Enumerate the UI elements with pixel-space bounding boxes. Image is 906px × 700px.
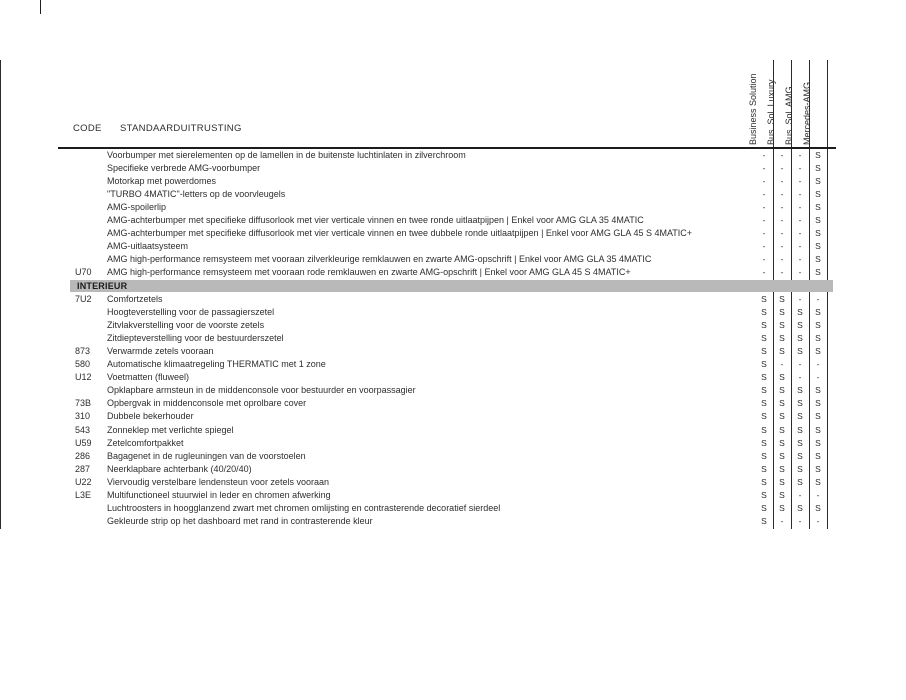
availability-cell: S <box>815 332 821 343</box>
availability-cell: S <box>761 503 767 514</box>
availability-cell: S <box>815 254 821 265</box>
equipment-row <box>0 162 906 175</box>
availability-cell: - <box>780 516 784 527</box>
equipment-label: Comfortzetels <box>107 293 163 304</box>
equipment-row <box>0 384 906 397</box>
section-title: INTERIEUR <box>77 281 128 292</box>
section-band <box>70 280 833 292</box>
equipment-label: AMG-achterbumper met specifieke diffusorlook met vier verticale vinnen en twee ronde uitlaatpijpen | Enkel voor AMG GLA 35 4MATIC <box>107 215 644 226</box>
availability-cell: S <box>779 372 785 383</box>
equipment-label: Gekleurde strip op het dashboard met rand in contrasterende kleur <box>107 516 373 527</box>
availability-cell: - <box>780 201 784 212</box>
equipment-row <box>0 188 906 201</box>
equipment-row <box>0 201 906 214</box>
availability-cell: S <box>761 385 767 396</box>
equipment-row <box>0 293 906 306</box>
availability-cell: - <box>816 293 820 304</box>
availability-cell: S <box>779 424 785 435</box>
availability-cell: S <box>761 490 767 501</box>
equipment-row <box>0 332 906 345</box>
availability-cell: - <box>798 188 802 199</box>
code-column-header: CODE <box>73 123 102 134</box>
equipment-code: 873 <box>75 346 91 356</box>
availability-cell: - <box>780 359 784 370</box>
equipment-row <box>0 397 906 410</box>
section-band-row <box>0 280 906 293</box>
equipment-label: AMG-achterbumper met specifieke diffusorlook met vier verticale vinnen en twee dubbele ronde uitlaatpijpen | Enkel voor AMG GLA 45 S 4MATIC+ <box>107 228 693 239</box>
availability-cell: S <box>761 424 767 435</box>
availability-cell: S <box>797 463 803 474</box>
header-rule <box>58 147 836 149</box>
equipment-label: Viervoudig verstelbare lendensteun voor zetels vooraan <box>107 476 329 487</box>
availability-cell: S <box>779 398 785 409</box>
availability-cell: - <box>780 254 784 265</box>
availability-cell: - <box>816 372 820 383</box>
availability-cell: S <box>815 267 821 278</box>
availability-cell: S <box>797 398 803 409</box>
availability-cell: S <box>779 293 785 304</box>
equipment-label: Bagagenet in de rugleuningen van de voorstoelen <box>107 450 306 461</box>
equipment-label: Hoogteverstelling voor de passagierszetel <box>107 306 275 317</box>
equipment-row <box>0 266 906 279</box>
availability-cell: - <box>762 162 766 173</box>
availability-cell: - <box>762 149 766 160</box>
availability-cell: - <box>816 516 820 527</box>
availability-cell: - <box>798 175 802 186</box>
equipment-label: Opklapbare armsteun in de middenconsole voor bestuurder en voorpassagier <box>107 385 416 396</box>
availability-cell: S <box>761 437 767 448</box>
availability-cell: - <box>798 241 802 252</box>
availability-cell: - <box>798 201 802 212</box>
availability-cell: - <box>798 162 802 173</box>
equipment-row <box>0 515 906 528</box>
availability-cell: S <box>779 450 785 461</box>
equipment-label: Zitdiepteverstelling voor de bestuurderszetel <box>107 332 284 343</box>
availability-cell: S <box>779 411 785 422</box>
availability-cell: - <box>762 241 766 252</box>
availability-cell: S <box>815 450 821 461</box>
availability-cell: S <box>797 476 803 487</box>
trim-column-header: Business Solution <box>748 73 758 145</box>
availability-cell: S <box>779 385 785 396</box>
table-body <box>0 149 906 529</box>
equipment-row <box>0 437 906 450</box>
equipment-code: U70 <box>75 267 92 278</box>
equipment-code: 310 <box>75 411 91 422</box>
availability-cell: S <box>815 476 821 487</box>
availability-cell: S <box>815 215 821 226</box>
availability-cell: S <box>779 503 785 514</box>
equipment-label: Luchtroosters in hoogglanzend zwart met chromen omlijsting en contrasterende decoratief sierdeel <box>107 503 501 514</box>
availability-cell: - <box>798 228 802 239</box>
availability-cell: - <box>816 359 820 370</box>
availability-cell: S <box>797 424 803 435</box>
availability-cell: S <box>797 437 803 448</box>
availability-cell: S <box>761 463 767 474</box>
availability-cell: - <box>798 359 802 370</box>
availability-cell: - <box>780 175 784 186</box>
availability-cell: S <box>815 398 821 409</box>
availability-cell: S <box>815 503 821 514</box>
availability-cell: S <box>779 319 785 330</box>
availability-cell: - <box>762 267 766 278</box>
equipment-row <box>0 175 906 188</box>
availability-cell: - <box>780 241 784 252</box>
equipment-row <box>0 319 906 332</box>
availability-cell: S <box>761 516 767 527</box>
equipment-label: Verwarmde zetels vooraan <box>107 346 214 356</box>
equipment-row <box>0 149 906 162</box>
trim-column-header: Mercedes-AMG <box>802 81 812 145</box>
availability-cell: S <box>815 228 821 239</box>
availability-cell: - <box>762 254 766 265</box>
availability-cell: S <box>761 372 767 383</box>
availability-cell: S <box>797 411 803 422</box>
equipment-label: Specifieke verbrede AMG-voorbumper <box>107 162 261 173</box>
availability-cell: S <box>761 450 767 461</box>
availability-cell: - <box>780 149 784 160</box>
availability-cell: S <box>761 319 767 330</box>
availability-cell: S <box>761 359 767 370</box>
equipment-label: AMG high-performance remsysteem met vooraan zilverkleurige remklauwen en zwarte AMG-opschrift | Enkel voor AMG GLA 35 4MATIC <box>107 254 652 265</box>
equipment-row <box>0 214 906 227</box>
equipment-row <box>0 240 906 253</box>
equipment-row <box>0 463 906 476</box>
equipment-row <box>0 227 906 240</box>
availability-cell: S <box>815 175 821 186</box>
availability-cell: - <box>798 516 802 527</box>
availability-cell: S <box>779 332 785 343</box>
equipment-label: Neerklapbare achterbank (40/20/40) <box>107 463 252 474</box>
equipment-label: Zetelcomfortpakket <box>107 437 184 448</box>
equipment-row <box>0 358 906 371</box>
availability-cell: - <box>780 162 784 173</box>
equipment-row <box>0 450 906 463</box>
equipment-label: Voetmatten (fluweel) <box>107 372 190 383</box>
equipment-row <box>0 489 906 502</box>
page-corner-mark <box>40 0 41 14</box>
availability-cell: - <box>762 228 766 239</box>
availability-cell: S <box>815 149 821 160</box>
availability-cell: S <box>761 332 767 343</box>
equipment-code: 286 <box>75 450 91 461</box>
equipment-row <box>0 345 906 358</box>
availability-cell: S <box>815 201 821 212</box>
availability-cell: S <box>761 411 767 422</box>
availability-cell: - <box>798 372 802 383</box>
availability-cell: - <box>762 175 766 186</box>
availability-cell: - <box>780 188 784 199</box>
equipment-code: 580 <box>75 359 91 370</box>
trim-column-header: Bus. Sol. AMG <box>784 86 794 145</box>
availability-cell: S <box>779 346 785 356</box>
equipment-label: AMG high-performance remsysteem met vooraan rode remklauwen en zwarte AMG-opschrift | Enkel voor AMG GLA 45 S 4MATIC+ <box>107 267 631 278</box>
equipment-row <box>0 424 906 437</box>
availability-cell: S <box>797 450 803 461</box>
equipment-row <box>0 306 906 319</box>
availability-cell: S <box>815 463 821 474</box>
availability-cell: S <box>815 319 821 330</box>
equipment-label: Zitvlakverstelling voor de voorste zetels <box>107 319 265 330</box>
availability-cell: S <box>815 346 821 356</box>
availability-cell: - <box>798 149 802 160</box>
equipment-row <box>0 371 906 384</box>
availability-cell: - <box>798 267 802 278</box>
availability-cell: - <box>798 254 802 265</box>
equipment-code: 543 <box>75 424 91 435</box>
availability-cell: S <box>815 162 821 173</box>
availability-cell: - <box>762 201 766 212</box>
availability-cell: - <box>762 215 766 226</box>
equipment-label: AMG-spoilerlip <box>107 201 167 212</box>
equipment-label: Opbergvak in middenconsole met oprolbare cover <box>107 398 307 409</box>
description-column-header: STANDAARDUITRUSTING <box>120 123 242 134</box>
availability-cell: S <box>761 306 767 317</box>
equipment-code: 7U2 <box>75 293 92 304</box>
availability-cell: S <box>797 332 803 343</box>
availability-cell: - <box>780 267 784 278</box>
availability-cell: S <box>761 398 767 409</box>
availability-cell: S <box>815 437 821 448</box>
availability-cell: - <box>798 215 802 226</box>
equipment-label: AMG-uitlaatsysteem <box>107 241 189 252</box>
availability-cell: S <box>797 503 803 514</box>
availability-cell: S <box>797 385 803 396</box>
equipment-code: U12 <box>75 372 92 383</box>
equipment-label: Voorbumper met sierelementen op de lamellen in de buitenste luchtinlaten in zilverchroom <box>107 149 466 160</box>
equipment-label: Zonneklep met verlichte spiegel <box>107 424 234 435</box>
availability-cell: S <box>815 188 821 199</box>
equipment-row <box>0 502 906 515</box>
availability-cell: S <box>797 346 803 356</box>
availability-cell: S <box>815 411 821 422</box>
availability-cell: S <box>815 424 821 435</box>
equipment-row <box>0 410 906 423</box>
trim-column-header: Bus. Sol. Luxury <box>766 79 776 145</box>
availability-cell: S <box>797 319 803 330</box>
equipment-code: 287 <box>75 463 91 474</box>
equipment-label: Automatische klimaatregeling THERMATIC met 1 zone <box>107 359 326 370</box>
availability-cell: S <box>815 385 821 396</box>
equipment-code: U59 <box>75 437 92 448</box>
equipment-row <box>0 476 906 489</box>
availability-cell: - <box>798 490 802 501</box>
availability-cell: S <box>761 293 767 304</box>
equipment-label: Multifunctioneel stuurwiel in leder en chromen afwerking <box>107 490 331 501</box>
availability-cell: S <box>815 241 821 252</box>
availability-cell: S <box>779 463 785 474</box>
availability-cell: S <box>779 490 785 501</box>
availability-cell: - <box>798 293 802 304</box>
availability-cell: - <box>762 188 766 199</box>
availability-cell: - <box>780 215 784 226</box>
equipment-label: "TURBO 4MATIC"-letters op de voorvleugels <box>107 188 286 199</box>
availability-cell: S <box>761 346 767 356</box>
availability-cell: - <box>816 490 820 501</box>
availability-cell: S <box>779 306 785 317</box>
availability-cell: S <box>761 476 767 487</box>
equipment-label: Motorkap met powerdomes <box>107 175 217 186</box>
availability-cell: S <box>815 306 821 317</box>
equipment-row <box>0 253 906 266</box>
equipment-code: 73B <box>75 398 92 409</box>
equipment-label: Dubbele bekerhouder <box>107 411 194 422</box>
availability-cell: - <box>780 228 784 239</box>
availability-cell: S <box>779 437 785 448</box>
equipment-code: L3E <box>75 490 92 501</box>
availability-cell: S <box>797 306 803 317</box>
equipment-code: U22 <box>75 476 92 487</box>
availability-cell: S <box>779 476 785 487</box>
